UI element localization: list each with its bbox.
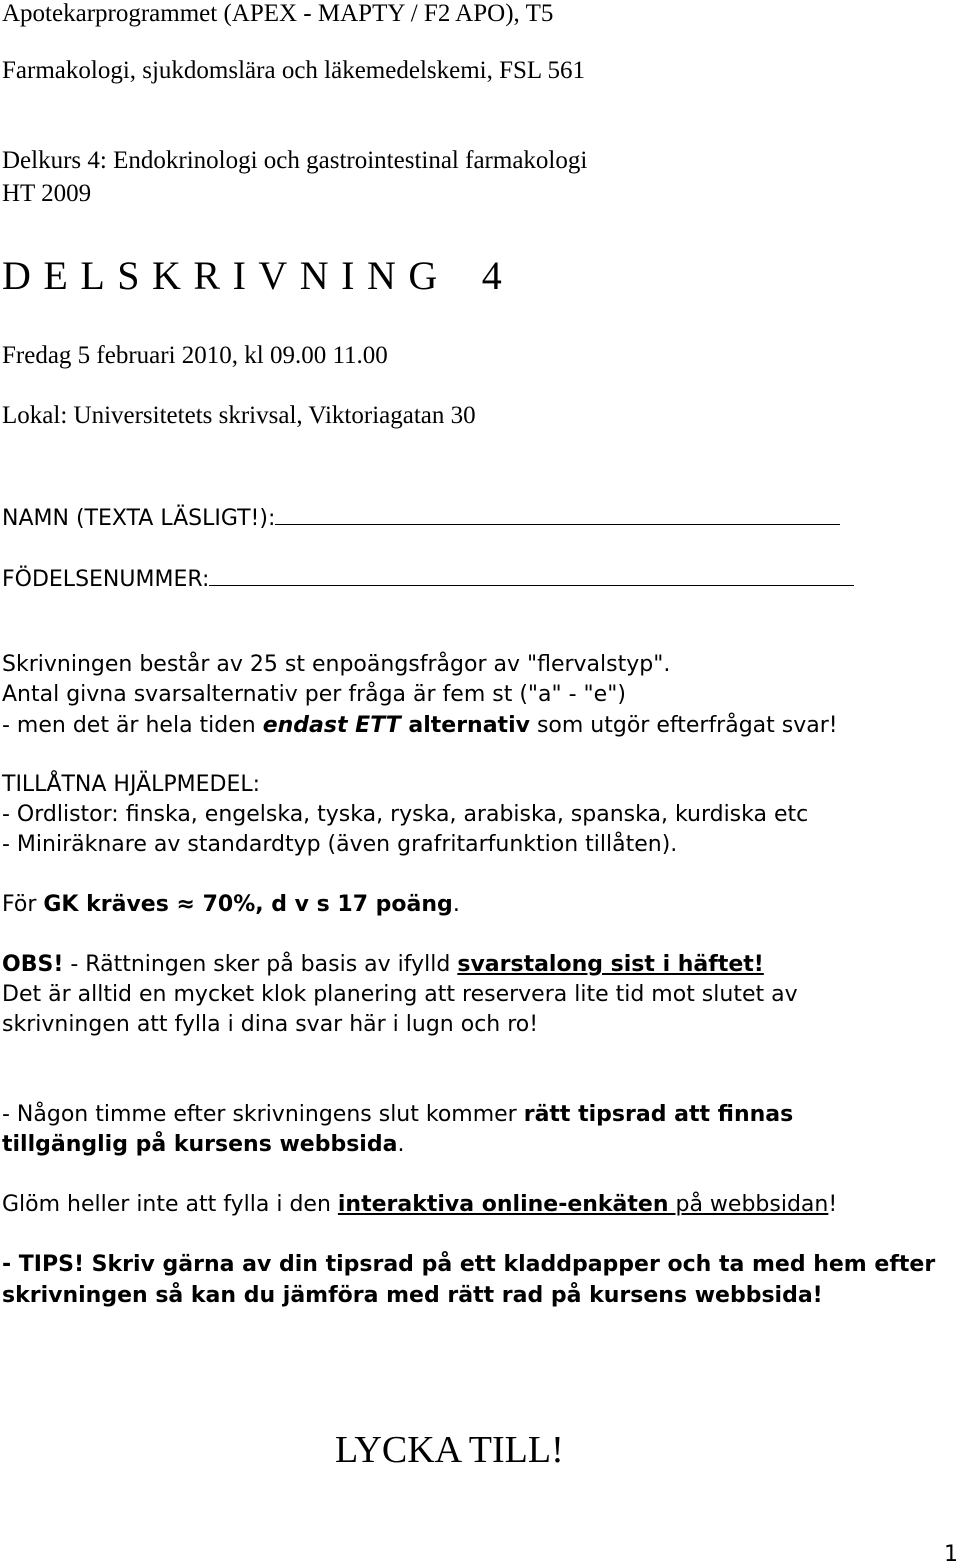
gk-requirement: GK kräves ≈ 70%, d v s 17 poäng [43, 892, 453, 917]
instructions-line-3-a: - men det är hela tiden [2, 713, 263, 738]
tips-text: - Någon timme efter skrivningens slut kommer [2, 1102, 524, 1127]
aids-item-2: - Miniräknare av standardtyp (även grafritarfunktion tillåten). [2, 832, 678, 857]
part-line: Delkurs 4: Endokrinologi och gastrointestinal farmakologi [2, 147, 588, 174]
exam-title [2, 252, 514, 299]
pnr-blank-line[interactable] [209, 563, 854, 586]
instructions-line-1: Skrivningen består av 25 st enpoängsfrågor av "flervalstyp". [2, 652, 671, 677]
aids-item-1: - Ordlistor: finska, engelska, tyska, ryska, arabiska, spanska, kurdiska etc [2, 802, 809, 827]
obs-label: OBS! [2, 952, 64, 977]
pnr-label: FÖDELSENUMMER: [2, 567, 210, 592]
tips-emph: rätt tipsrad att finnas [523, 1102, 794, 1127]
name-field-row [2, 502, 840, 531]
gk-line [2, 892, 460, 917]
instructions-line-3 [2, 713, 838, 738]
tips-period: . [397, 1132, 405, 1157]
gk-prefix: För [2, 892, 44, 917]
location-line: Lokal: Universitetets skrivsal, Viktoriagatan 30 [2, 402, 476, 429]
tips-line-2 [2, 1132, 404, 1157]
obs-line-2: Det är alltid en mycket klok planering att reservera lite tid mot slutet av [2, 982, 798, 1007]
obs-text: - Rättningen sker på basis av ifylld [63, 952, 458, 977]
term-line: HT 2009 [2, 180, 92, 207]
instructions-emph-alternativ: alternativ [400, 713, 530, 738]
gk-suffix: . [452, 892, 460, 917]
exam-title-text: DELSKRIVNING [2, 253, 450, 298]
name-blank-line[interactable] [275, 502, 840, 525]
obs-answer-sheet: svarstalong sist i häftet! [457, 952, 764, 977]
instructions-line-2: Antal givna svarsalternativ per fråga är fem st ("a" - "e") [2, 682, 626, 707]
program-line: Apotekarprogrammet (APEX - MAPTY / F2 APO), T5 [2, 0, 554, 27]
instructions-line-3-d: som utgör efterfrågat svar! [529, 713, 838, 738]
course-line: Farmakologi, sjukdomslära och läkemedelskemi, FSL 561 [2, 57, 586, 84]
name-label: NAMN (TEXTA LÄSLIGT!): [2, 506, 276, 531]
obs-line-3: skrivningen att fylla i dina svar här i lugn och ro! [2, 1012, 539, 1037]
survey-line [2, 1192, 837, 1217]
aids-heading: TILLÅTNA HJÄLPMEDEL: [2, 772, 261, 797]
closing-wish: LYCKA TILL! [335, 1429, 564, 1471]
tips-webpage: tillgänglig på kursens webbsida [2, 1132, 398, 1157]
survey-exclaim: ! [828, 1192, 838, 1217]
survey-link[interactable]: interaktiva online-enkäten [337, 1192, 669, 1217]
pnr-field-row [2, 563, 854, 592]
exam-title-number: 4 [481, 253, 515, 298]
obs-line-1 [2, 952, 764, 977]
tips2-line-2: skrivningen så kan du jämföra med rätt rad på kursens webbsida! [2, 1283, 823, 1308]
instructions-emph-endast: endast ETT [262, 713, 401, 738]
tips2-line-1: - TIPS! Skriv gärna av din tipsrad på ett kladdpapper och ta med hem efter [2, 1252, 936, 1277]
survey-text: Glöm heller inte att fylla i den [2, 1192, 338, 1217]
survey-webpage: på webbsidan [668, 1192, 829, 1217]
tips-line-1 [2, 1102, 793, 1127]
date-line: Fredag 5 februari 2010, kl 09.00 11.00 [2, 342, 388, 369]
page-number: 1 [944, 1542, 958, 1567]
